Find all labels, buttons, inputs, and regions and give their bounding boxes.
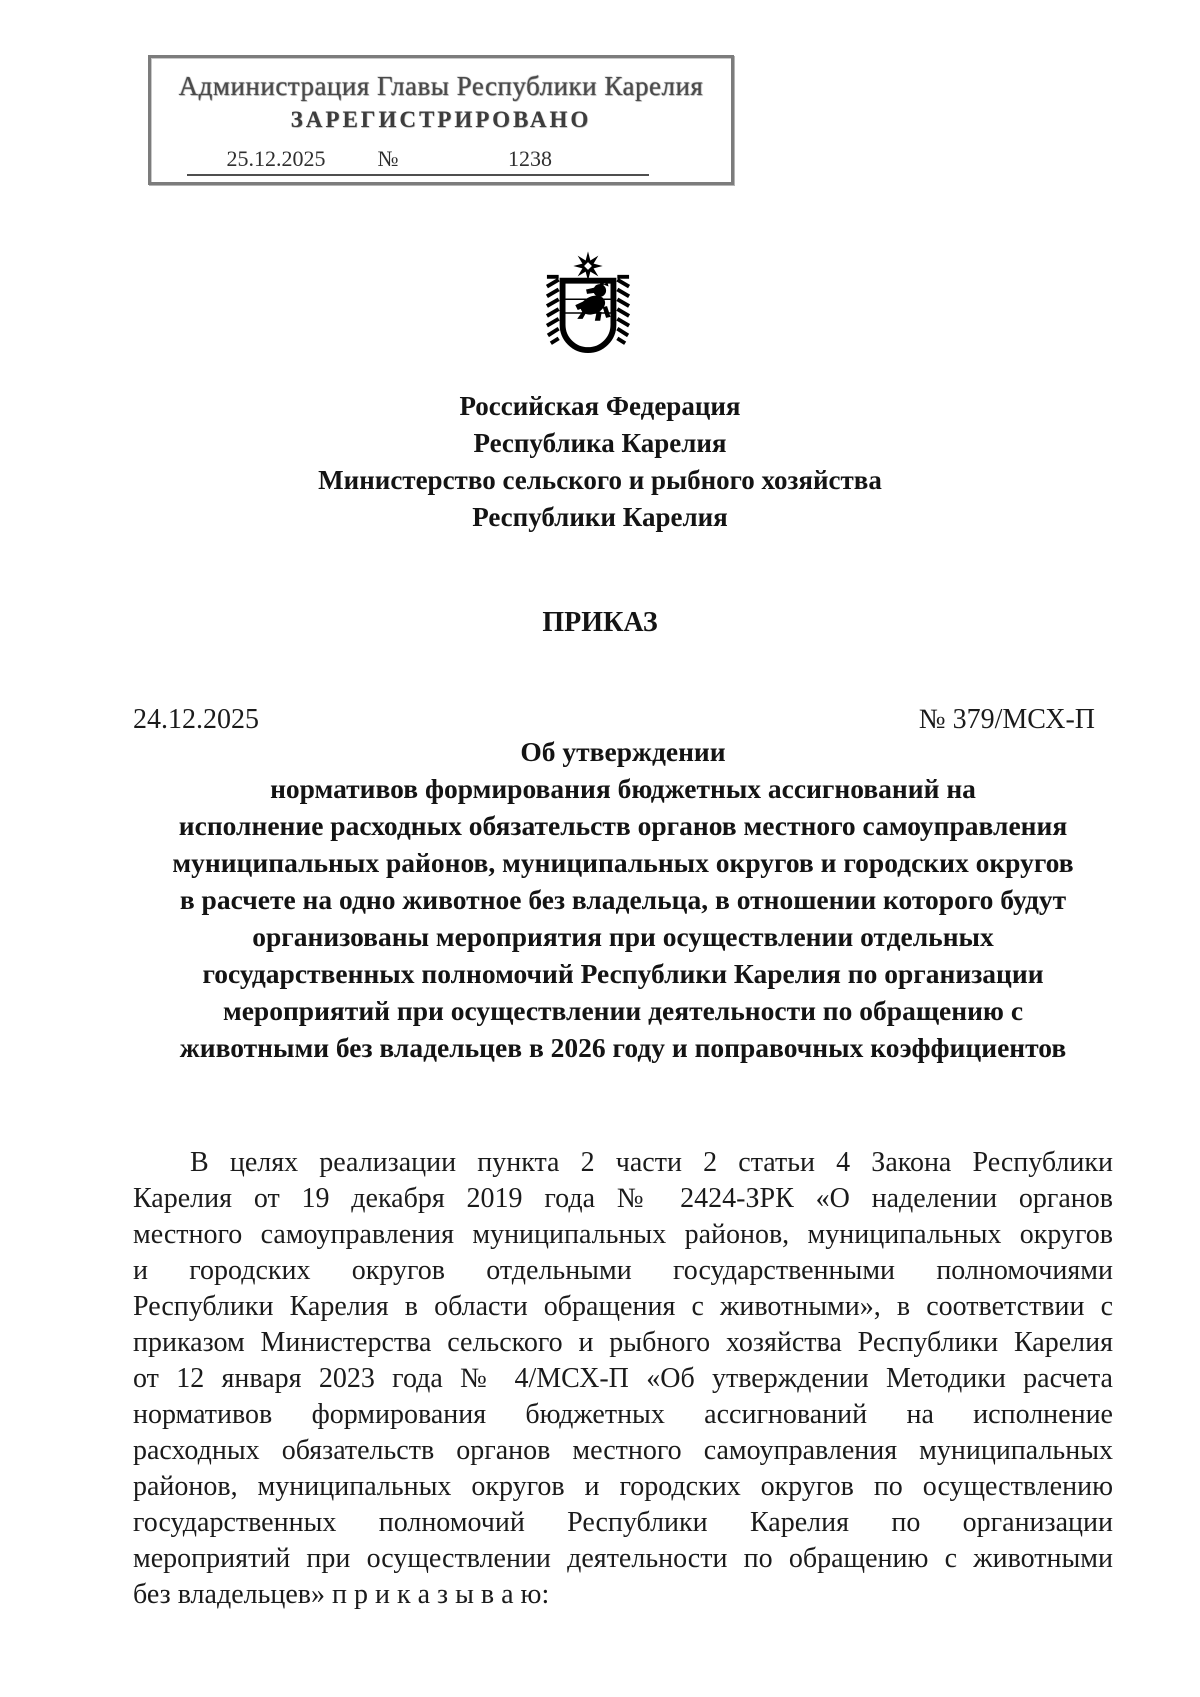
subject-line: муниципальных районов, муниципальных округов и городских округов [172, 847, 1074, 878]
stamp-date: 25.12.2025 [187, 146, 365, 176]
subject-line: организованы мероприятия при осуществлении отдельных [252, 921, 994, 952]
karelia-coat-of-arms-icon [544, 250, 632, 372]
stamp-organization: Администрация Главы Республики Карелия [178, 71, 704, 101]
body-line: районов, муниципальных округов и городских округов по осуществлению [133, 1471, 1113, 1502]
body-line: расходных обязательств органов местного самоуправления муниципальных [133, 1435, 1113, 1466]
doc-number: № 379/МСХ-П [918, 704, 1095, 735]
doc-body-paragraph [133, 1145, 1113, 1613]
body-line: мероприятий при осуществлении деятельности по обращению с животными [133, 1543, 1113, 1574]
karelia-coat-of-arms-svg [544, 250, 632, 372]
org-header [110, 388, 1090, 536]
org-header-line-ministry: Министерство сельского и рыбного хозяйства [318, 465, 882, 495]
body-line: государственных полномочий Республики Карелия по организации [133, 1507, 1113, 1538]
doc-subject [123, 733, 1123, 1066]
body-line: без владельцев» п р и к а з ы в а ю: [133, 1579, 550, 1610]
doc-date: 24.12.2025 [133, 704, 259, 735]
stamp-number: 1238 [411, 146, 649, 176]
body-line: приказом Министерства сельского и рыбного хозяйства Республики Карелия [133, 1327, 1113, 1358]
stamp-number-sign: № [365, 146, 411, 176]
body-line: В целях реализации пункта 2 части 2 статьи 4 Закона Республики [190, 1147, 1113, 1178]
body-line: Карелия от 19 декабря 2019 года № 2424-ЗРК «О наделении органов [133, 1183, 1113, 1214]
org-header-line-republic: Республика Карелия [473, 428, 727, 458]
body-line: Республики Карелия в области обращения с животными», в соответствии с [133, 1291, 1113, 1322]
stamp-date-number-row [151, 146, 731, 176]
subject-line: животными без владельцев в 2026 году и поправочных коэффициентов [179, 1032, 1067, 1063]
doc-type-title: ПРИКАЗ [542, 607, 658, 638]
stamp-registered-label: ЗАРЕГИСТРИРОВАНО [290, 107, 592, 132]
body-line: от 12 января 2023 года № 4/МСХ-П «Об утверждении Методики расчета [133, 1363, 1113, 1394]
body-line: местного самоуправления муниципальных районов, муниципальных округов [133, 1219, 1113, 1250]
body-line: и городских округов отдельными государственными полномочиями [133, 1255, 1113, 1286]
doc-meta-line [133, 704, 1095, 736]
subject-line: Об утверждении [520, 736, 726, 767]
subject-line: в расчете на одно животное без владельца, в отношении которого будут [179, 884, 1067, 915]
org-header-line-ministry2: Республики Карелия [472, 502, 728, 532]
org-header-line-country: Российская Федерация [459, 391, 741, 421]
subject-line: исполнение расходных обязательств органов местного самоуправления [178, 810, 1068, 841]
body-line: нормативов формирования бюджетных ассигнований на исполнение [133, 1399, 1113, 1430]
subject-line: государственных полномочий Республики Карелия по организации [202, 958, 1044, 989]
subject-line: мероприятий при осуществлении деятельности по обращению с [222, 995, 1024, 1026]
subject-line: нормативов формирования бюджетных ассигнований на [270, 773, 976, 804]
registration-stamp [148, 55, 734, 185]
